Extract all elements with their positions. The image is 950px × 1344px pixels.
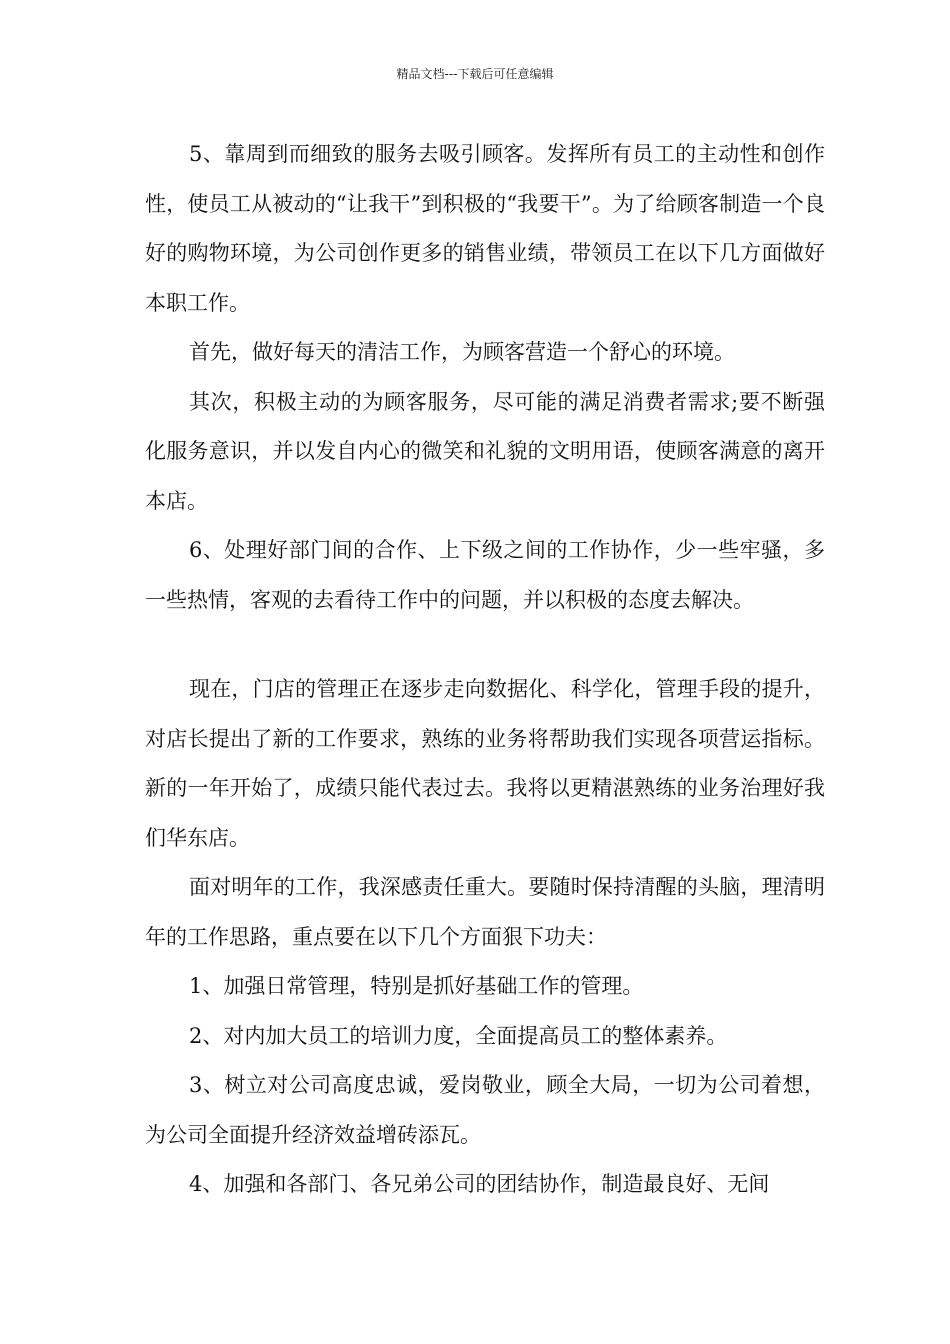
paragraph-point-1: 1、加强日常管理，特别是抓好基础工作的管理。 [189, 974, 644, 998]
paragraph-item-5: 5、靠周到而细致的服务去吸引顾客。发挥所有员工的主动性和创作性，使员工从被动的“让我干”到积极的“我要干”。为了给顾客制造一个良好的购物环境，为公司创作更多的销售业绩，带领员工在以下几方面做好本职工作。 [145, 142, 825, 315]
paragraph-point-3: 3、树立对公司高度忠诚，爱岗敬业，顾全大局，一切为公司着想，为公司全面提升经济效益增砖添瓦。 [145, 1073, 825, 1147]
paragraph-first: 首先，做好每天的清洁工作，为顾客营造一个舒心的环境。 [189, 340, 735, 364]
paragraph-gap [145, 625, 825, 665]
paragraph-point-4: 4、加强和各部门、各兄弟公司的团结协作，制造最良好、无间 [189, 1172, 770, 1196]
paragraph-next-year: 面对明年的工作，我深感责任重大。要随时保持清醒的头脑，理清明年的工作思路，重点要在以下几个方面狠下功夫： [145, 875, 825, 949]
page-header: 精品文档---下载后可任意编辑 [396, 67, 554, 81]
document-body [145, 130, 825, 1210]
paragraph-item-6: 6、处理好部门间的合作、上下级之间的工作协作，少一些牢骚，多一些热情，客观的去看待工作中的问题，并以积极的态度去解决。 [145, 538, 825, 612]
paragraph-point-2: 2、对内加大员工的培训力度，全面提高员工的整体素养。 [189, 1023, 728, 1048]
paragraph-second: 其次，积极主动的为顾客服务，尽可能的满足消费者需求;要不断强化服务意识，并以发自内心的微笑和礼貌的文明用语，使顾客满意的离开本店。 [145, 389, 825, 513]
paragraph-current-status: 现在，门店的管理正在逐步走向数据化、科学化，管理手段的提升，对店长提出了新的工作要求，熟练的业务将帮助我们实现各项营运指标。新的一年开始了，成绩只能代表过去。我将以更精湛熟练的业务治理好我们华东店。 [145, 677, 825, 850]
